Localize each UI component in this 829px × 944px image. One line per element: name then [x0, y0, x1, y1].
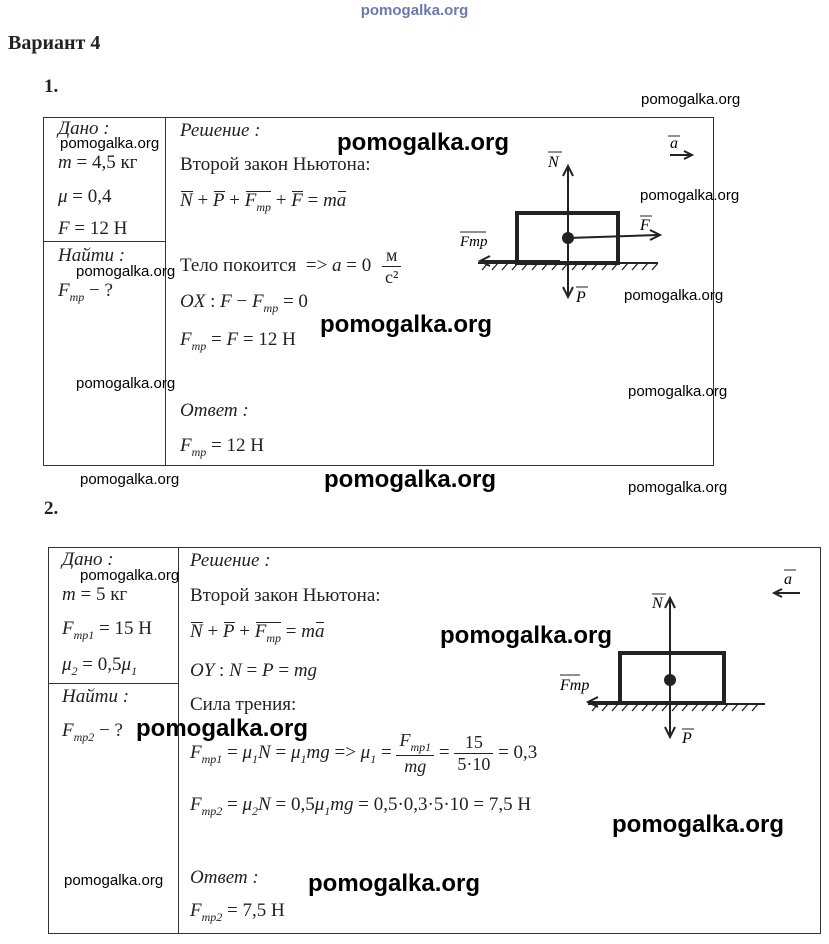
watermark: pomogalka.org — [136, 715, 309, 742]
watermark: pomogalka.org — [641, 91, 741, 108]
find-value: $F_{тр2}$ − ? — [62, 720, 123, 744]
label-a: a — [670, 135, 678, 152]
site-header[interactable]: pomogalka.org — [360, 2, 469, 19]
watermark: pomogalka.org — [64, 872, 164, 889]
watermark: pomogalka.org — [628, 479, 728, 496]
ftr2-equation: $F_{тр2} = \mu_2N = 0,5\mu_1mg = 0,5\cdot 0,3\cdot 5\cdot 10 = 7,5$ Н — [190, 794, 532, 818]
watermark: pomogalka.org — [440, 622, 613, 649]
find-value: $F_{тр}$ − ? — [58, 280, 113, 304]
ox-projection: OX : $F - F_{тр} = 0$ — [180, 291, 308, 315]
answer-value: $F_{тр} = 12$ Н — [180, 435, 264, 459]
label-a: a — [784, 571, 792, 588]
label-F: F — [640, 217, 650, 234]
label-P: P — [682, 730, 692, 747]
watermark: pomogalka.org — [320, 311, 493, 338]
problem-number: 2. — [44, 498, 59, 519]
mu1-equation: $F_{тр1} = \mu_1N = \mu_1mg => \mu_1$ = $\frac{F_{тр1}}{mg}$ = $\frac{15}{5\cdot 10}$ = 0,3 — [190, 730, 538, 776]
friction-title: Сила трения: — [190, 694, 297, 715]
watermark: pomogalka.org — [337, 129, 510, 156]
watermark: pomogalka.org — [80, 471, 180, 488]
watermark: pomogalka.org — [640, 187, 740, 204]
given-force: F = 12 Н — [58, 218, 128, 239]
label-P: P — [576, 289, 586, 306]
given-mass: m = 5 кг — [62, 584, 128, 605]
answer-title: Ответ : — [190, 867, 259, 888]
newton-law-label: Второй закон Ньютона: — [190, 585, 381, 606]
watermark: pomogalka.org — [308, 870, 481, 897]
force-diagram-2 — [550, 560, 820, 750]
watermark: pomogalka.org — [76, 375, 176, 392]
given-mass: m = 4,5 кг — [58, 152, 138, 173]
variant-title: Вариант 4 — [8, 32, 101, 54]
problem-number: 1. — [44, 76, 59, 97]
table-divider — [48, 683, 178, 684]
given-mu: μ = 0,4 — [58, 186, 112, 207]
watermark: pomogalka.org — [80, 567, 180, 584]
solution-title: Решение : — [180, 120, 261, 141]
newton-law-label: Второй закон Ньютона: — [180, 154, 371, 175]
vector-equation: $N + P + F_{тр}$ = ma — [190, 621, 325, 645]
given-ftr1: $F_{тр1} = 15$ Н — [62, 618, 152, 642]
label-Ftr: Fтр — [560, 677, 590, 694]
table-divider — [165, 117, 166, 465]
given-title: Дано : — [62, 549, 114, 570]
given-title: Дано : — [58, 118, 110, 139]
given-mu2: $\mu_2 = 0,5\mu_1$ — [62, 654, 138, 678]
watermark: pomogalka.org — [628, 383, 728, 400]
friction-result: $F_{тр} = F = 12$ Н — [180, 329, 296, 353]
watermark: pomogalka.org — [612, 811, 785, 838]
oy-projection: OY : N = P = mg — [190, 660, 318, 681]
watermark: pomogalka.org — [60, 135, 160, 152]
watermark: pomogalka.org — [324, 466, 497, 493]
table-divider — [43, 241, 165, 242]
label-Ftr: Fтр — [460, 234, 488, 250]
find-title: Найти : — [62, 686, 130, 707]
find-title: Найти : — [58, 245, 126, 266]
force-diagram-1 — [440, 130, 710, 310]
answer-value: $F_{тр2} = 7,5$ Н — [190, 900, 285, 924]
answer-title: Ответ : — [180, 400, 249, 421]
watermark: pomogalka.org — [76, 263, 176, 280]
watermark: pomogalka.org — [624, 287, 724, 304]
rest-condition: Тело покоится => a = 0 $\frac{м}{\text{с²}}$ — [180, 245, 401, 288]
label-N: N — [652, 595, 663, 612]
solution-title: Решение : — [190, 550, 271, 571]
vector-equation: $N + P + F_{тр} + F$ = ma — [180, 190, 347, 214]
label-N: N — [548, 154, 559, 171]
